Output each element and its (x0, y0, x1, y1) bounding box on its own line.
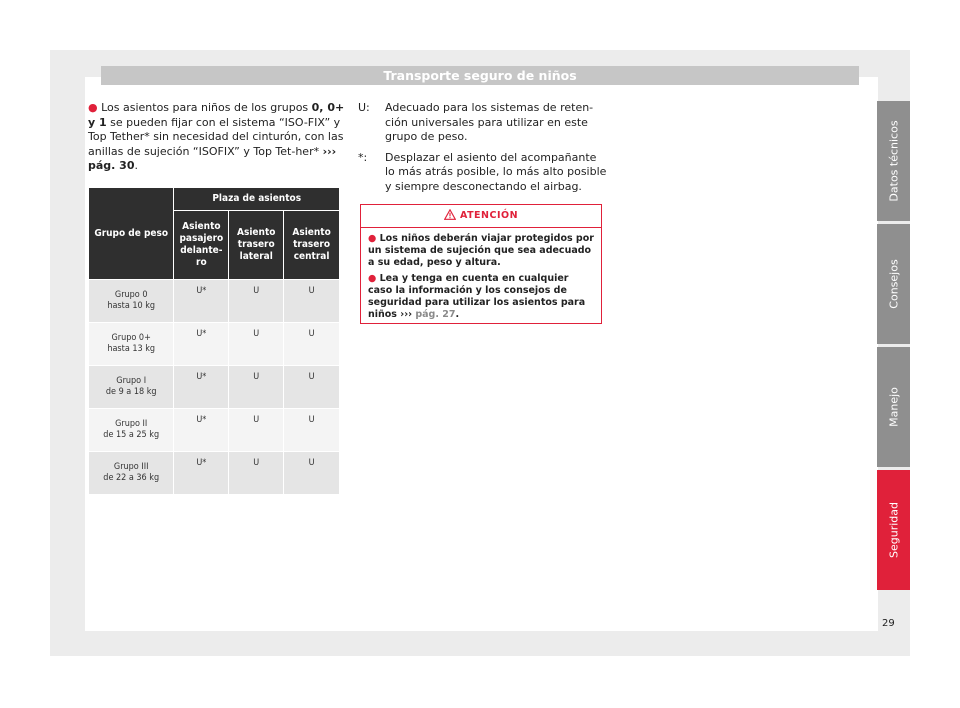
note-item (358, 101, 608, 145)
group-cell: Grupo 0+ hasta 13 kg (89, 323, 174, 366)
table-row (89, 452, 340, 495)
intro-text-2: se pueden fijar con el sistema “ISO-FIX” y Top Tether* sin necesidad del cinturón, con las anillas de sujeción “ISOFIX” y Top Tet-her* (88, 115, 344, 158)
cross-ref-arrow: ››› (322, 144, 337, 158)
page-reference-link[interactable]: pág. 27 (415, 309, 456, 321)
note-item (358, 151, 608, 195)
tab-seguridad[interactable]: Seguridad (877, 470, 910, 590)
header-group-weight: Grupo de peso (89, 188, 174, 280)
page-reference-link[interactable]: pág. 30 (88, 159, 135, 173)
tab-datos-tecnicos[interactable]: Datos técnicos (877, 101, 910, 221)
warning-item: ● Lea y tenga en cuenta en cualquier caso la información y los consejos de seguridad para utilizar los asientos para niños ››› pág. 27. (368, 272, 586, 321)
intro-text-1: Los asientos para niños de los grupos (101, 101, 312, 114)
seat-suitability-table (88, 187, 340, 495)
intro-period: . (134, 159, 138, 173)
group-cell: Grupo 0 hasta 10 kg (89, 280, 174, 323)
warning-triangle-icon (444, 209, 456, 220)
value-cell: U* (174, 323, 229, 366)
value-cell: U (229, 323, 284, 366)
warning-body (361, 228, 601, 321)
value-cell: U* (174, 280, 229, 323)
group-cell: Grupo II de 15 a 25 kg (89, 409, 174, 452)
bullet: ● (88, 101, 98, 114)
warning-header (361, 205, 601, 228)
value-cell: U (284, 452, 340, 495)
group-cell: Grupo III de 22 a 36 kg (89, 452, 174, 495)
tab-consejos[interactable]: Consejos (877, 224, 910, 344)
value-cell: U* (174, 452, 229, 495)
header-rear-outer: Asiento trasero lateral (229, 211, 284, 280)
value-cell: U (229, 280, 284, 323)
value-cell: U* (174, 366, 229, 409)
warning-item: ● Los niños deberán viajar protegidos por un sistema de sujeción que sea adecuado a su edad, peso y altura. (368, 233, 594, 269)
note-key: *: (358, 150, 368, 164)
value-cell: U (229, 366, 284, 409)
note-key: U: (358, 101, 370, 114)
value-cell: U (284, 409, 340, 452)
value-cell: U* (174, 409, 229, 452)
header-rear-center: Asiento trasero central (284, 211, 340, 280)
intro-groups: 0, 0+ y 1 (88, 101, 345, 129)
table-row (89, 366, 340, 409)
value-cell: U (229, 409, 284, 452)
header-plaza-asientos: Plaza de asientos (174, 188, 340, 211)
value-cell: U (229, 452, 284, 495)
warning-title: ATENCIÓN (459, 210, 519, 221)
cross-ref-arrow: ››› (400, 309, 413, 321)
group-cell: Grupo I de 9 a 18 kg (89, 366, 174, 409)
value-cell: U (284, 280, 340, 323)
intro-paragraph (88, 101, 350, 174)
value-cell: U (284, 366, 340, 409)
note-text: Desplazar el asiento del acompañante lo más atrás posible, lo más alto posible y siempre desconectando el airbag. (385, 150, 607, 193)
tab-manejo[interactable]: Manejo (877, 347, 910, 467)
page-title: Transporte seguro de niños (101, 66, 859, 85)
note-text: Adecuado para los sistemas de reten-ción universales para utilizar en este grupo de peso. (385, 101, 594, 144)
header-front-passenger: Asiento pasajero delante-ro (174, 211, 229, 280)
table-row (89, 280, 340, 323)
table-row (89, 323, 340, 366)
value-cell: U (284, 323, 340, 366)
table-row (89, 409, 340, 452)
warning-box (360, 204, 602, 324)
page-number: 29 (882, 618, 895, 629)
legend-notes (358, 101, 608, 201)
